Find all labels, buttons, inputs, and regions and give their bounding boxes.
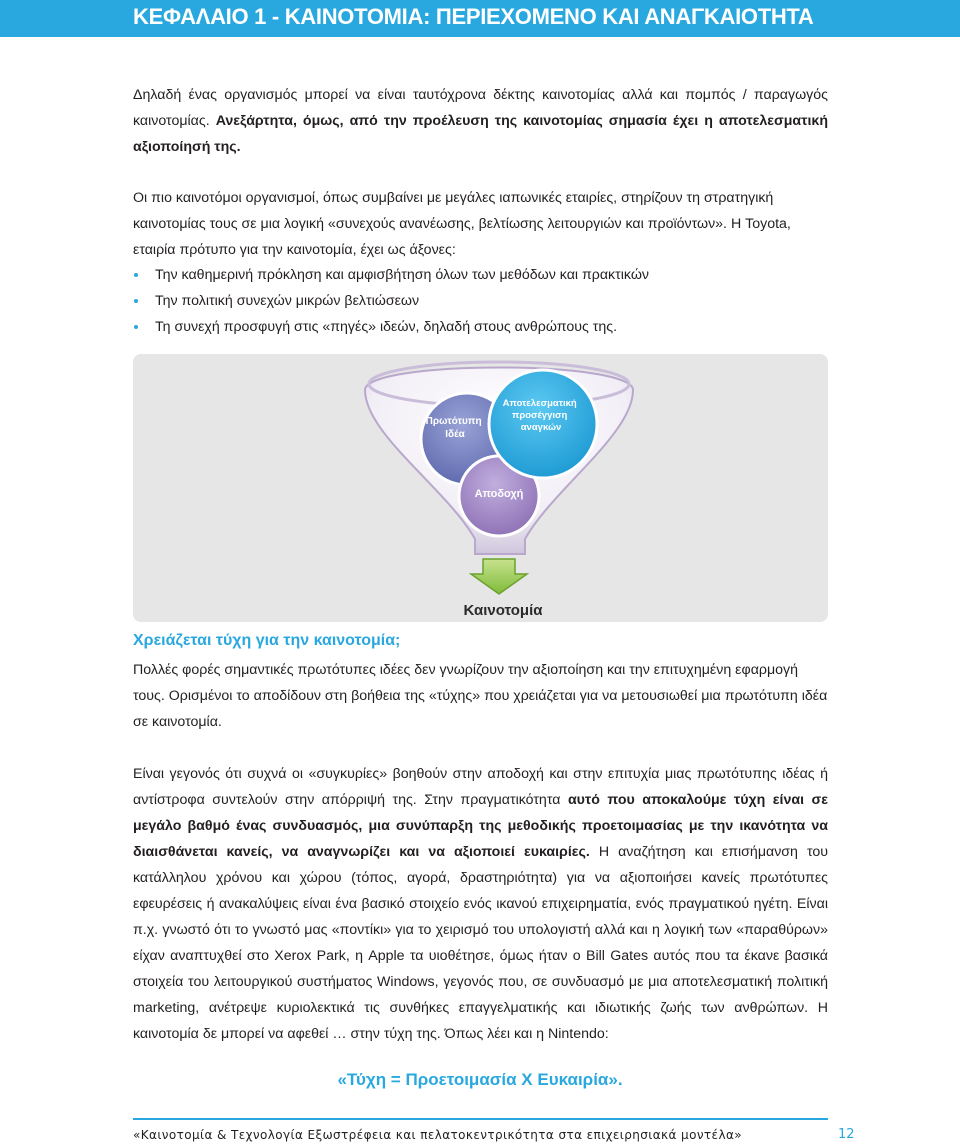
list-item: Την καθημερινή πρόκληση και αμφισβήτηση όλων των μεθόδων και πρακτικών <box>133 262 828 288</box>
page-number: 12 <box>838 1127 855 1142</box>
list-item: Την πολιτική συνεχών μικρών βελτιώσεων <box>133 288 828 314</box>
footer-divider <box>133 1118 828 1120</box>
right-circle-label-1: Αποτελεσματική <box>502 398 577 409</box>
right-circle-label-2: προσέγγιση <box>512 410 568 421</box>
opportunity-text-start: Είναι γεγονός ότι συχνά οι «συγκυρίες» βοηθούν στην αποδοχή και στην επιτυχία μιας πρωτότυπης ιδέας ή αντίστροφα συντελούν στην απόρριψή της. Στην πραγματικότητα <box>133 766 828 808</box>
footer-book-title: «Καινοτομία & Τεχνολογία Εξωστρέφεια και πελατοκεντρικότητα στα επιχειρησιακά μοντέλα» <box>133 1128 742 1142</box>
intro-text: Δηλαδή ένας οργανισμός μπορεί να είναι ταυτόχρονα δέκτης καινοτομίας αλλά και πομπός / παραγωγός καινοτομίας. <box>133 87 828 129</box>
right-circle-label-3: αναγκών <box>520 422 562 433</box>
section-heading: Χρειάζεται τύχη για την καινοτομία; <box>133 632 401 649</box>
luck-paragraph: Πολλές φορές σημαντικές πρωτότυπες ιδέες δεν γνωρίζουν την αξιοποίηση και την επιτυχημένη εφαρμογή τους. Ορισμένοι το αποδίδουν στη βοήθεια της «τύχης» που χρειάζεται για να μετουσιωθεί μια πρωτότυπη ιδέα σε καινοτομία. <box>133 662 828 730</box>
innovation-result-label: Καινοτομία <box>463 602 543 619</box>
chapter-title: ΚΕΦΑΛΑΙΟ 1 - ΚΑΙΝΟΤΟΜΙΑ: ΠΕΡΙΕΧΟΜΕΝΟ ΚΑΙ ΑΝΑΓΚΑΙΟΤΗΤΑ <box>133 4 814 29</box>
opportunity-text-end: Η αναζήτηση και επισήμανση του κατάλληλου χρόνου και χώρου (τόπος, αγορά, δραστηριότητα) για να αξιοποιήσει κανείς πρωτότυπες εφευρέσεις ή ανακαλύψεις είναι ένα βασικό στοιχείο ενός ικανού επιχειρηματία, ενός πραγματικού ηγέτη. Είναι π.χ. γνωστό ότι το γνωστό μας «ποντίκι» για το χειρισμό του υπολογιστή αλλά και η λογική των «παραθύρων» είχαν αναπτυχθεί στο Xerox Park, η Apple τα υιοθέτησε, όμως ήταν ο Bill Gates αυτός που τα έκανε βασικά στοιχεία του λειτουργικού συστήματος Windows, γεγονός που, σε συνδυασμό με μια αποτελεσματική πολιτική marketing, ανέτρεψε κυριολεκτικά τις συνθήκες επαγγελματικής και ιδιωτικής ζωής των ανθρώπων. Η καινοτομία δε μπορεί να αφεθεί … στην τύχη της. Όπως λέει και η Nintendo: <box>133 844 828 1042</box>
intro-paragraph <box>133 82 828 160</box>
bottom-circle-label: Αποδοχή <box>474 488 524 500</box>
list-item: Τη συνεχή προσφυγή στις «πηγές» ιδεών, δηλαδή στους ανθρώπους της. <box>133 314 828 340</box>
opportunity-paragraph <box>133 761 828 1047</box>
strategy-paragraph: Οι πιο καινοτόμοι οργανισμοί, όπως συμβαίνει με μεγάλες ιαπωνικές εταιρίες, στηρίζουν τη στρατηγική καινοτομίας τους σε μια λογική «συνεχούς ανανέωσης, βελτίωσης λειτουργιών και προϊόντων». Η Toyota, εταιρία πρότυπο για την καινοτομία, έχει ως άξονες: <box>133 190 791 258</box>
down-arrow-icon <box>471 559 527 594</box>
opportunity-bold-text: αυτό που αποκαλούμε τύχη είναι σε μεγάλο βαθμό ένας συνδυασμός, μια συνύπαρξη της μεθοδικής προετοιμασίας με την ικανότητα να διαισθάνεται κανείς, να αναγνωρίζει και να αξιοποιεί ευκαιρίες. <box>133 792 828 860</box>
left-circle-label-1: Πρωτότυπη <box>425 416 482 427</box>
toyota-axes-list <box>133 262 828 340</box>
intro-bold-text: Ανεξάρτητα, όμως, από την προέλευση της καινοτομίας σημασία έχει η αποτελεσματική αξιοποίησή της. <box>133 113 828 155</box>
chapter-header-bar <box>0 0 960 37</box>
nintendo-quote: «Τύχη = Προετοιμασία Χ Ευκαιρία». <box>337 1070 623 1089</box>
funnel-diagram <box>133 354 828 622</box>
left-circle-label-2: Ιδέα <box>445 429 465 440</box>
innovation-funnel-figure <box>133 354 828 622</box>
